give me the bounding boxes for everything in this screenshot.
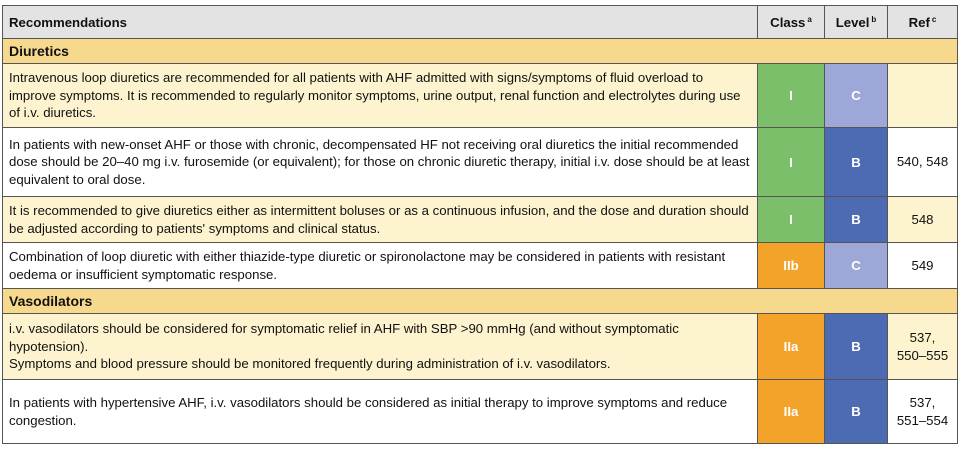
table-row bbox=[3, 128, 958, 197]
level-cell: B bbox=[825, 314, 888, 380]
class-cell: IIb bbox=[758, 243, 825, 289]
section-header-diuretics bbox=[3, 39, 958, 64]
header-ref-footnote: c bbox=[931, 14, 937, 24]
ref-cell: 549 bbox=[888, 243, 958, 289]
table-row bbox=[3, 314, 958, 380]
table-row bbox=[3, 197, 958, 243]
level-cell: B bbox=[825, 128, 888, 197]
header-recommendations bbox=[3, 6, 758, 39]
ref-cell: 540, 548 bbox=[888, 128, 958, 197]
table-header-row bbox=[3, 6, 958, 39]
section-header-vasodilators bbox=[3, 289, 958, 314]
class-cell: I bbox=[758, 128, 825, 197]
header-class bbox=[758, 6, 825, 39]
recommendation-text-line: i.v. vasodilators should be considered for symptomatic relief in AHF with SBP >90 mmHg (and without symptomatic hypotension). bbox=[9, 321, 679, 354]
section-title: Vasodilators bbox=[3, 289, 958, 314]
class-cell: IIa bbox=[758, 314, 825, 380]
level-cell: B bbox=[825, 197, 888, 243]
level-cell: C bbox=[825, 243, 888, 289]
ref-cell: 537, 551–554 bbox=[888, 380, 958, 444]
recommendation-text: In patients with new-onset AHF or those with chronic, decompensated HF not receiving oral diuretics the initial recommended dose should be 20–40 mg i.v. furosemide (or equivalent); for those on chronic diuretic therapy, initial i.v. dose should be at least equivalent to oral dose. bbox=[3, 128, 758, 197]
table-row bbox=[3, 243, 958, 289]
header-level-footnote: b bbox=[871, 14, 877, 24]
class-cell: I bbox=[758, 64, 825, 128]
recommendation-text: It is recommended to give diuretics either as intermittent boluses or as a continuous infusion, and the dose and duration should be adjusted according to patients' symptoms and clinical status. bbox=[3, 197, 758, 243]
recommendation-text: Combination of loop diuretic with either thiazide-type diuretic or spironolactone may be considered in patients with resistant oedema or insufficient symptomatic response. bbox=[3, 243, 758, 289]
header-recommendations-label: Recommendations bbox=[9, 14, 127, 30]
level-cell: B bbox=[825, 380, 888, 444]
header-class-label: Class bbox=[770, 14, 806, 30]
recommendation-text bbox=[3, 314, 758, 380]
table-row bbox=[3, 64, 958, 128]
header-ref bbox=[888, 6, 958, 39]
recommendation-text: Intravenous loop diuretics are recommended for all patients with AHF admitted with signs/symptoms of fluid overload to improve symptoms. It is recommended to regularly monitor symptoms, urine output, renal function and electrolytes during use of i.v. diuretics. bbox=[3, 64, 758, 128]
ref-cell: 548 bbox=[888, 197, 958, 243]
class-cell: I bbox=[758, 197, 825, 243]
recommendation-text: In patients with hypertensive AHF, i.v. vasodilators should be considered as initial therapy to improve symptoms and reduce congestion. bbox=[3, 380, 758, 444]
header-level bbox=[825, 6, 888, 39]
recommendations-table bbox=[2, 5, 958, 444]
header-level-label: Level bbox=[835, 14, 870, 30]
ref-cell bbox=[888, 64, 958, 128]
recommendation-text-line: Symptoms and blood pressure should be monitored frequently during administration of i.v. vasodilators. bbox=[9, 356, 611, 372]
table-row bbox=[3, 380, 958, 444]
section-title: Diuretics bbox=[3, 39, 958, 64]
header-ref-label: Ref bbox=[908, 14, 930, 30]
ref-cell: 537, 550–555 bbox=[888, 314, 958, 380]
class-cell: IIa bbox=[758, 380, 825, 444]
header-class-footnote: a bbox=[807, 14, 812, 24]
level-cell: C bbox=[825, 64, 888, 128]
